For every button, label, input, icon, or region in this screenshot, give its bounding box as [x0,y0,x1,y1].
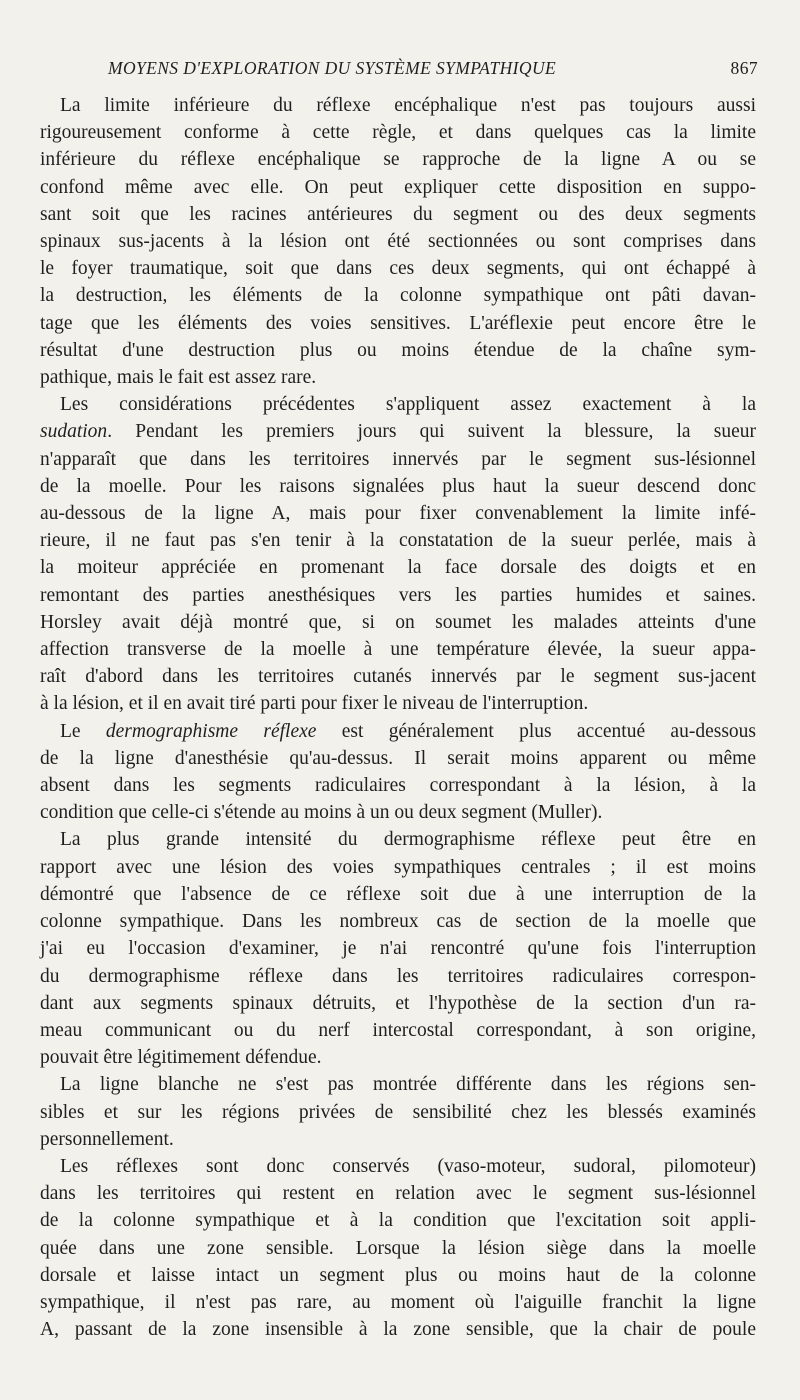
text-line: dans les territoires qui restent en relation avec le segment sus-lésionnel [40,1183,756,1205]
text-line: confond même avec elle. On peut expliquer cette disposition en suppo- [40,176,756,198]
text-line: rieure, il ne faut pas s'en tenir à la constatation de la sueur perlée, mais à [40,530,756,552]
text-line: à la lésion, et il en avait tiré parti pour fixer le niveau de l'interruption. [40,693,589,715]
text-line: la moiteur appréciée en promenant la face dorsale des doigts et en [40,557,756,579]
text-line: j'ai eu l'occasion d'examiner, je n'ai rencontré qu'une fois l'interruption [40,938,756,960]
italic-term: dermographisme réflexe [105,720,317,742]
text-line: A, passant de la zone insensible à la zone sensible, que la chair de poule [40,1319,756,1341]
text-line: résultat d'une destruction plus ou moins étendue de la chaîne sym- [40,339,756,361]
body-text [40,92,756,1343]
text-line: dant aux segments spinaux détruits, et l'hypothèse de la section d'un ra- [40,992,756,1014]
text-line: colonne sympathique. Dans les nombreux cas de section de la moelle que [40,911,756,933]
text-line: Les réflexes sont donc conservés (vaso-moteur, sudoral, pilomoteur) [60,1155,756,1177]
italic-term: sudation [40,421,108,443]
text-line: La limite inférieure du réflexe encéphalique n'est pas toujours aussi [60,95,756,116]
text-line: sibles et sur les régions privées de sensibilité chez les blessés examinés [40,1101,756,1123]
text-line: condition que celle-ci s'étende au moins à un ou deux segment (Muller). [40,802,603,824]
page-number: 867 [730,58,758,78]
text-line: dorsale et laisse intact un segment plus ou moins haut de la colonne [40,1264,756,1286]
text-line: remontant des parties anesthésiques vers les parties humides et saines. [40,584,756,606]
text-line: absent dans les segments radiculaires correspondant à la lésion, à la [40,775,756,797]
text-line: rapport avec une lésion des voies sympathiques centrales ; il est moins [40,856,756,878]
text-line: la destruction, les éléments de la colonne sympathique ont pâti davan- [40,285,756,307]
text-line: le foyer traumatique, soit que dans ces deux segments, qui ont échappé à [40,258,756,280]
text-segment: est généralement plus accentué au-dessous [316,720,756,742]
text-line: spinaux sus-jacents à la lésion ont été sectionnées ou sont comprises dans [40,231,756,253]
text-line [40,418,756,445]
text-line: raît d'abord dans les territoires cutanés innervés par le segment sus-jacent [40,666,756,688]
text-line: rigoureusement conforme à cette règle, et dans quelques cas la limite [40,122,756,144]
text-line: Horsley avait déjà montré que, si on soumet les malades atteints d'une [40,611,756,633]
text-line: personnellement. [40,1128,174,1150]
text-line: pouvait être légitimement défendue. [40,1047,322,1069]
text-line: tage que les éléments des voies sensitives. L'aréflexie peut encore être le [40,312,756,334]
text-line: inférieure du réflexe encéphalique se rapproche de la ligne A ou se [40,149,756,171]
text-line: quée dans une zone sensible. Lorsque la lésion siège dans la moelle [40,1237,756,1259]
text-line: de la colonne sympathique et à la condition que l'excitation soit appli- [40,1210,756,1232]
text-line: affection transverse de la moelle à une température élevée, la sueur appa- [40,639,756,661]
text-line [40,718,756,745]
text-line: pathique, mais le fait est assez rare. [40,367,317,389]
text-line: de la moelle. Pour les raisons signalées plus haut la sueur descend donc [40,475,756,497]
text-line: La plus grande intensité du dermographisme réflexe peut être en [60,829,756,851]
text-segment: Le [60,720,106,742]
text-segment: . Pendant les premiers jours qui suivent la blessure, la sueur [107,421,756,443]
text-line: sant soit que les racines antérieures du segment ou des deux segments [40,203,756,225]
text-line: n'apparaît que dans les territoires innervés par le segment sus-lésionnel [40,448,756,470]
text-line: meau communicant ou du nerf intercostal correspondant, à son origine, [40,1019,756,1041]
running-header [108,58,758,79]
running-title: MOYENS D'EXPLORATION DU SYSTÈME SYMPATHIQUE [108,58,557,78]
text-line: démontré que l'absence de ce réflexe soit due à une interruption de la [40,883,756,905]
text-line: du dermographisme réflexe dans les territoires radiculaires correspon- [40,965,756,987]
text-line: Les considérations précédentes s'appliquent assez exactement à la [60,394,756,416]
text-line: sympathique, il n'est pas rare, au moment où l'aiguille franchit la ligne [40,1291,756,1313]
text-line: La ligne blanche ne s'est pas montrée différente dans les régions sen- [60,1074,756,1096]
text-line: de la ligne d'anesthésie qu'au-dessus. Il serait moins apparent ou même [40,747,756,769]
text-line: au-dessous de la ligne A, mais pour fixer convenablement la limite infé- [40,503,756,525]
